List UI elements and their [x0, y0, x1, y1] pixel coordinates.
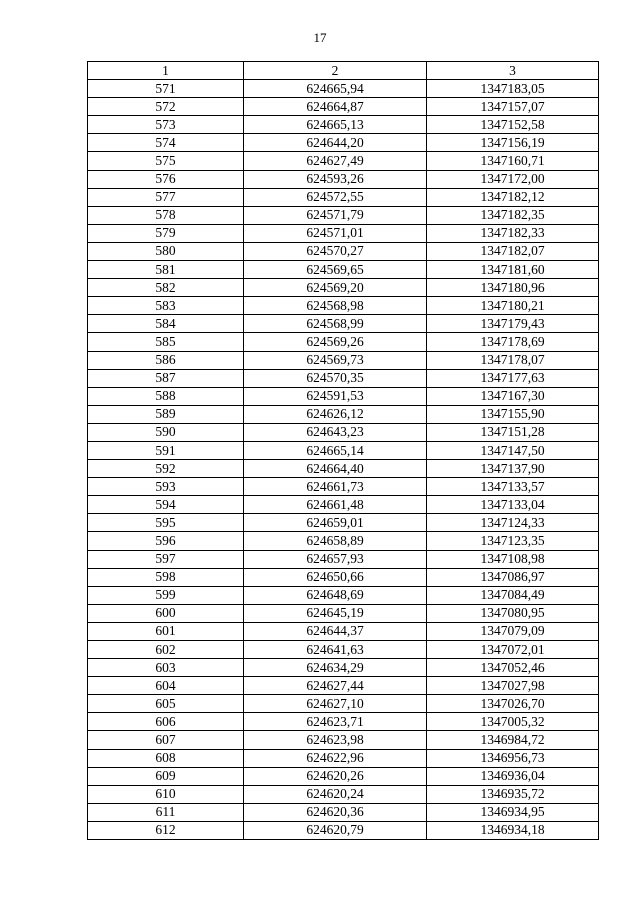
table-row: [88, 134, 599, 152]
table-row: [88, 713, 599, 731]
cell-point-number: 593: [88, 478, 244, 496]
cell-y-coordinate: 1346935,72: [427, 785, 599, 803]
cell-point-number: 583: [88, 297, 244, 315]
table-row: [88, 387, 599, 405]
cell-point-number: 595: [88, 514, 244, 532]
cell-x-coordinate: 624570,27: [244, 242, 427, 260]
cell-x-coordinate: 624634,29: [244, 659, 427, 677]
column-header-point: 1: [88, 62, 244, 80]
table-row: [88, 261, 599, 279]
cell-point-number: 603: [88, 659, 244, 677]
cell-y-coordinate: 1347151,28: [427, 423, 599, 441]
cell-point-number: 581: [88, 261, 244, 279]
column-header-x: 2: [244, 62, 427, 80]
cell-y-coordinate: 1347052,46: [427, 659, 599, 677]
cell-x-coordinate: 624569,26: [244, 333, 427, 351]
cell-point-number: 578: [88, 206, 244, 224]
cell-x-coordinate: 624622,96: [244, 749, 427, 767]
cell-point-number: 590: [88, 423, 244, 441]
cell-y-coordinate: 1347133,04: [427, 496, 599, 514]
cell-y-coordinate: 1347156,19: [427, 134, 599, 152]
table-row: [88, 659, 599, 677]
cell-y-coordinate: 1347152,58: [427, 116, 599, 134]
cell-x-coordinate: 624627,44: [244, 677, 427, 695]
cell-y-coordinate: 1346934,95: [427, 803, 599, 821]
cell-x-coordinate: 624644,20: [244, 134, 427, 152]
table-row: [88, 568, 599, 586]
cell-x-coordinate: 624627,49: [244, 152, 427, 170]
cell-x-coordinate: 624620,24: [244, 785, 427, 803]
cell-x-coordinate: 624643,23: [244, 423, 427, 441]
cell-y-coordinate: 1347180,21: [427, 297, 599, 315]
table-row: [88, 351, 599, 369]
cell-point-number: 607: [88, 731, 244, 749]
table-row: [88, 550, 599, 568]
cell-point-number: 571: [88, 80, 244, 98]
cell-x-coordinate: 624658,89: [244, 532, 427, 550]
cell-point-number: 576: [88, 170, 244, 188]
cell-point-number: 586: [88, 351, 244, 369]
cell-y-coordinate: 1347181,60: [427, 261, 599, 279]
cell-point-number: 579: [88, 224, 244, 242]
cell-point-number: 597: [88, 550, 244, 568]
cell-x-coordinate: 624570,35: [244, 369, 427, 387]
cell-y-coordinate: 1347027,98: [427, 677, 599, 695]
cell-x-coordinate: 624641,63: [244, 641, 427, 659]
cell-point-number: 575: [88, 152, 244, 170]
cell-point-number: 594: [88, 496, 244, 514]
cell-point-number: 612: [88, 821, 244, 839]
cell-x-coordinate: 624657,93: [244, 550, 427, 568]
table-row: [88, 188, 599, 206]
cell-y-coordinate: 1347084,49: [427, 586, 599, 604]
cell-point-number: 572: [88, 98, 244, 116]
table-row: [88, 478, 599, 496]
table-row: [88, 405, 599, 423]
table-row: [88, 821, 599, 839]
cell-x-coordinate: 624644,37: [244, 622, 427, 640]
table-row: [88, 604, 599, 622]
table-row: [88, 641, 599, 659]
cell-point-number: 577: [88, 188, 244, 206]
cell-y-coordinate: 1347026,70: [427, 695, 599, 713]
table-row: [88, 98, 599, 116]
cell-point-number: 591: [88, 441, 244, 459]
cell-x-coordinate: 624623,98: [244, 731, 427, 749]
cell-point-number: 606: [88, 713, 244, 731]
cell-point-number: 609: [88, 767, 244, 785]
cell-x-coordinate: 624568,98: [244, 297, 427, 315]
cell-y-coordinate: 1346984,72: [427, 731, 599, 749]
table-row: [88, 242, 599, 260]
cell-x-coordinate: 624572,55: [244, 188, 427, 206]
column-header-y: 3: [427, 62, 599, 80]
cell-x-coordinate: 624568,99: [244, 315, 427, 333]
cell-y-coordinate: 1347080,95: [427, 604, 599, 622]
table-row: [88, 170, 599, 188]
cell-y-coordinate: 1347005,32: [427, 713, 599, 731]
cell-x-coordinate: 624661,48: [244, 496, 427, 514]
cell-y-coordinate: 1347182,12: [427, 188, 599, 206]
table-row: [88, 695, 599, 713]
cell-x-coordinate: 624659,01: [244, 514, 427, 532]
cell-y-coordinate: 1347178,69: [427, 333, 599, 351]
cell-x-coordinate: 624569,20: [244, 279, 427, 297]
cell-y-coordinate: 1347183,05: [427, 80, 599, 98]
page-number: 17: [313, 30, 327, 45]
cell-x-coordinate: 624569,73: [244, 351, 427, 369]
cell-y-coordinate: 1346934,18: [427, 821, 599, 839]
table-row: [88, 731, 599, 749]
cell-x-coordinate: 624648,69: [244, 586, 427, 604]
cell-y-coordinate: 1347182,35: [427, 206, 599, 224]
cell-point-number: 587: [88, 369, 244, 387]
cell-y-coordinate: 1347160,71: [427, 152, 599, 170]
cell-point-number: 574: [88, 134, 244, 152]
cell-x-coordinate: 624650,66: [244, 568, 427, 586]
cell-y-coordinate: 1347124,33: [427, 514, 599, 532]
table-row: [88, 767, 599, 785]
table-row: [88, 532, 599, 550]
cell-point-number: 588: [88, 387, 244, 405]
table-row: [88, 423, 599, 441]
cell-x-coordinate: 624626,12: [244, 405, 427, 423]
cell-y-coordinate: 1347180,96: [427, 279, 599, 297]
cell-point-number: 602: [88, 641, 244, 659]
table-row: [88, 315, 599, 333]
table-row: [88, 152, 599, 170]
cell-y-coordinate: 1347172,00: [427, 170, 599, 188]
cell-y-coordinate: 1347155,90: [427, 405, 599, 423]
cell-y-coordinate: 1347108,98: [427, 550, 599, 568]
cell-x-coordinate: 624593,26: [244, 170, 427, 188]
table-row: [88, 586, 599, 604]
cell-point-number: 585: [88, 333, 244, 351]
cell-y-coordinate: 1347079,09: [427, 622, 599, 640]
cell-x-coordinate: 624665,14: [244, 441, 427, 459]
cell-x-coordinate: 624661,73: [244, 478, 427, 496]
table-row: [88, 622, 599, 640]
table-row: [88, 224, 599, 242]
cell-y-coordinate: 1347133,57: [427, 478, 599, 496]
cell-y-coordinate: 1347157,07: [427, 98, 599, 116]
cell-x-coordinate: 624623,71: [244, 713, 427, 731]
cell-point-number: 608: [88, 749, 244, 767]
cell-point-number: 610: [88, 785, 244, 803]
cell-point-number: 611: [88, 803, 244, 821]
cell-x-coordinate: 624591,53: [244, 387, 427, 405]
cell-y-coordinate: 1346936,04: [427, 767, 599, 785]
cell-point-number: 580: [88, 242, 244, 260]
cell-y-coordinate: 1347178,07: [427, 351, 599, 369]
table-row: [88, 297, 599, 315]
cell-y-coordinate: 1347086,97: [427, 568, 599, 586]
cell-x-coordinate: 624569,65: [244, 261, 427, 279]
table-row: [88, 496, 599, 514]
cell-y-coordinate: 1347182,33: [427, 224, 599, 242]
cell-point-number: 584: [88, 315, 244, 333]
cell-point-number: 582: [88, 279, 244, 297]
table-row: [88, 279, 599, 297]
coordinates-table: [87, 61, 599, 840]
cell-point-number: 573: [88, 116, 244, 134]
table-row: [88, 80, 599, 98]
cell-y-coordinate: 1347137,90: [427, 460, 599, 478]
table-row: [88, 460, 599, 478]
cell-x-coordinate: 624620,79: [244, 821, 427, 839]
cell-point-number: 599: [88, 586, 244, 604]
cell-y-coordinate: 1347167,30: [427, 387, 599, 405]
cell-point-number: 589: [88, 405, 244, 423]
table-row: [88, 369, 599, 387]
cell-y-coordinate: 1347147,50: [427, 441, 599, 459]
table-row: [88, 803, 599, 821]
table-row: [88, 441, 599, 459]
cell-point-number: 604: [88, 677, 244, 695]
cell-point-number: 592: [88, 460, 244, 478]
table-row: [88, 206, 599, 224]
table-row: [88, 749, 599, 767]
cell-point-number: 600: [88, 604, 244, 622]
cell-x-coordinate: 624620,36: [244, 803, 427, 821]
table-header-row: [88, 62, 599, 80]
cell-point-number: 598: [88, 568, 244, 586]
cell-x-coordinate: 624627,10: [244, 695, 427, 713]
cell-x-coordinate: 624665,13: [244, 116, 427, 134]
table-row: [88, 785, 599, 803]
cell-x-coordinate: 624664,87: [244, 98, 427, 116]
cell-y-coordinate: 1347123,35: [427, 532, 599, 550]
cell-x-coordinate: 624645,19: [244, 604, 427, 622]
table-row: [88, 514, 599, 532]
cell-x-coordinate: 624665,94: [244, 80, 427, 98]
cell-x-coordinate: 624571,01: [244, 224, 427, 242]
cell-y-coordinate: 1347177,63: [427, 369, 599, 387]
cell-y-coordinate: 1347179,43: [427, 315, 599, 333]
cell-y-coordinate: 1347182,07: [427, 242, 599, 260]
table-body: [88, 80, 599, 840]
table-row: [88, 333, 599, 351]
table-row: [88, 677, 599, 695]
cell-y-coordinate: 1346956,73: [427, 749, 599, 767]
cell-x-coordinate: 624664,40: [244, 460, 427, 478]
cell-point-number: 605: [88, 695, 244, 713]
cell-point-number: 601: [88, 622, 244, 640]
cell-point-number: 596: [88, 532, 244, 550]
cell-x-coordinate: 624571,79: [244, 206, 427, 224]
cell-y-coordinate: 1347072,01: [427, 641, 599, 659]
cell-x-coordinate: 624620,26: [244, 767, 427, 785]
table-row: [88, 116, 599, 134]
